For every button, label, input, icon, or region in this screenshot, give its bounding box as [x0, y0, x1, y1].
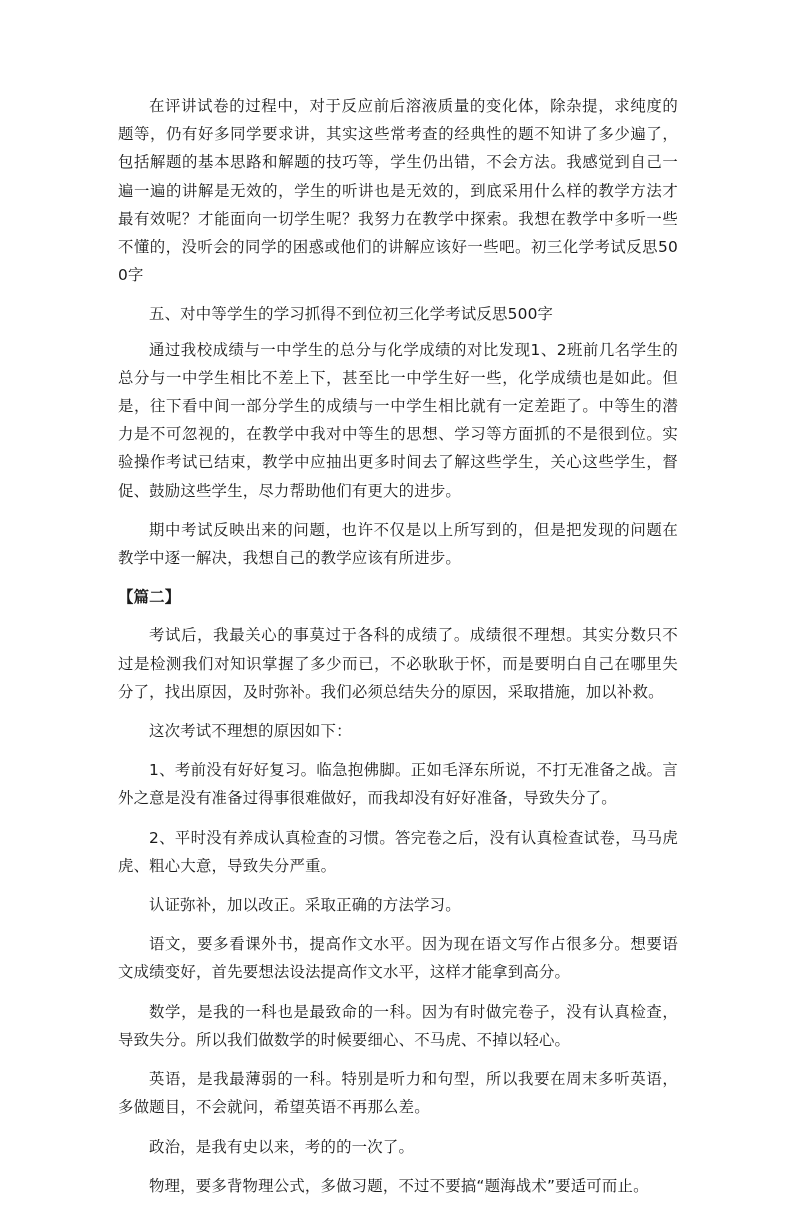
paragraph-correction: 认证弥补，加以改正。采取正确的方法学习。: [149, 896, 461, 915]
paragraph-reason-two: 2、平时没有养成认真检查的习惯。答完卷之后，没有认真检查试卷，马马虎虎、粗心大意，导致失分严重。: [118, 828, 678, 875]
paragraph-physics: 物理，要多背物理公式，多做习题，不过不要搞“题海战术”要适可而止。: [149, 1176, 649, 1195]
paragraph-review-exam: 在评讲试卷的过程中，对于反应前后溶液质量的变化体，除杂提，求纯度的题等，仍有好多同学要求讲，其实这些常考查的经典性的题不知讲了多少遍了，包括解题的基本思路和解题的技巧等，学生仍出错，不会方法。我感觉到自己一遍一遍的讲解是无效的，学生的听讲也是无效的，到底采用什么样的教学方法才最有效呢？才能面向一切学生呢？我努力在教学中探索。我想在教学中多听一些不懂的，没听会的同学的困惑或他们的讲解应该好一些吧。初三化学考试反思500字: [118, 97, 678, 285]
paragraph-english: 英语，是我最薄弱的一科。特别是听力和句型，所以我要在周末多听英语，多做题目，不会就问，希望英语不再那么差。: [118, 1070, 678, 1117]
section-heading-part-two: 【篇二】: [118, 588, 181, 607]
paragraph-math: 数学，是我的一科也是最致命的一科。因为有时做完卷子，没有认真检查，导致失分。所以我们做数学的时候要细心、不马虎、不掉以轻心。: [118, 1002, 678, 1049]
paragraph-reason-one: 1、考前没有好好复习。临急抱佛脚。正如毛泽东所说，不打无准备之战。言外之意是没有准备过得事很难做好，而我却没有好好准备，导致失分了。: [118, 761, 678, 808]
paragraph-midterm-issues: 期中考试反映出来的问题，也许不仅是以上所写到的，但是把发现的问题在教学中逐一解决，我想自己的教学应该有所进步。: [118, 520, 678, 568]
document-page: [118, 92, 678, 1211]
paragraph-reasons-intro: 这次考试不理想的原因如下：: [149, 722, 352, 741]
paragraph-middle-students: 通过我校成绩与一中学生的总分与化学成绩的对比发现1、2班前几名学生的总分与一中学生相比不差上下，甚至比一中学生好一些，化学成绩也是如此。但是，往下看中间一部分学生的成绩与一中学生相比就有一定差距了。中等生的潜力是不可忽视的，在教学中我对中等生的思想、学习等方面抓的不是很到位。实验操作考试已结束，教学中应抽出更多时间去了解这些学生，关心这些学生，督促、鼓励这些学生，尽力帮助他们有更大的进步。: [118, 340, 678, 500]
paragraph-chinese: 语文，要多看课外书，提高作文水平。因为现在语文写作占很多分。想要语文成绩变好，首先要想法设法提高作文水平，这样才能拿到高分。: [118, 935, 678, 982]
paragraph-item-five: 五、对中等学生的学习抓得不到位初三化学考试反思500字: [149, 305, 554, 324]
paragraph-after-exam: 考试后，我最关心的事莫过于各科的成绩了。成绩很不理想。其实分数只不过是检测我们对知识掌握了多少而已，不必耿耿于怀，而是要明白自己在哪里失分了，找出原因，及时弥补。我们必须总结失分的原因，采取措施，加以补救。: [118, 626, 678, 701]
paragraph-politics: 政治，是我有史以来，考的的一次了。: [149, 1137, 415, 1156]
